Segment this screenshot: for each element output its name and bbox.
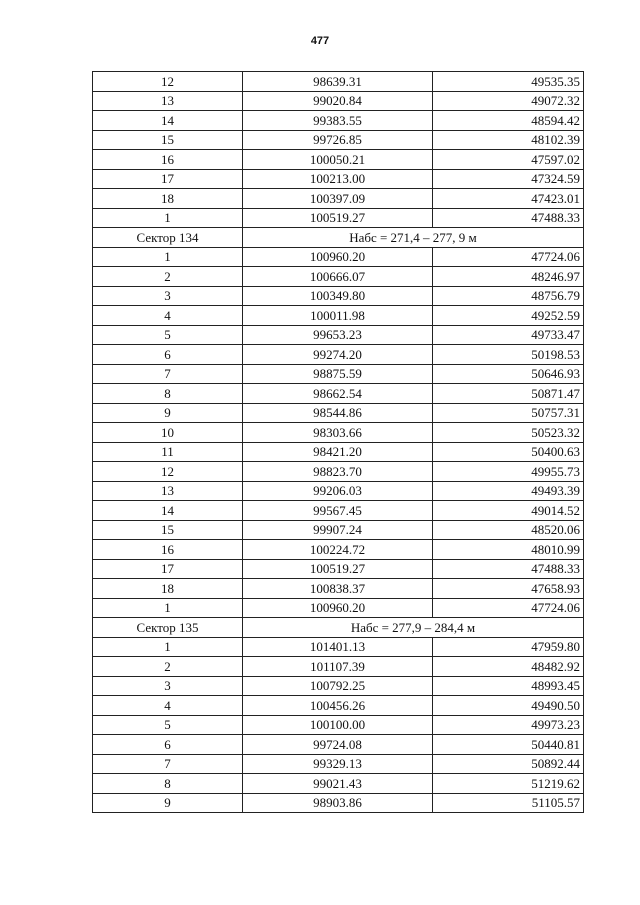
x-coordinate: 100050.21 [243, 150, 433, 170]
table-row [93, 696, 584, 716]
point-number: 15 [93, 130, 243, 150]
table-row [93, 111, 584, 131]
x-coordinate: 98662.54 [243, 384, 433, 404]
x-coordinate: 100838.37 [243, 579, 433, 599]
table-row [93, 325, 584, 345]
x-coordinate: 99206.03 [243, 481, 433, 501]
y-coordinate: 50757.31 [433, 403, 584, 423]
y-coordinate: 47488.33 [433, 559, 584, 579]
x-coordinate: 98303.66 [243, 423, 433, 443]
y-coordinate: 48010.99 [433, 540, 584, 560]
x-coordinate: 100666.07 [243, 267, 433, 287]
table-row [93, 481, 584, 501]
y-coordinate: 49973.23 [433, 715, 584, 735]
sector-header-row [93, 228, 584, 248]
x-coordinate: 99274.20 [243, 345, 433, 365]
table-row [93, 579, 584, 599]
x-coordinate: 100100.00 [243, 715, 433, 735]
x-coordinate: 100349.80 [243, 286, 433, 306]
table-row [93, 559, 584, 579]
table-row [93, 442, 584, 462]
y-coordinate: 48482.92 [433, 657, 584, 677]
table-row [93, 403, 584, 423]
point-number: 7 [93, 364, 243, 384]
sector-header-row [93, 618, 584, 638]
x-coordinate: 99329.13 [243, 754, 433, 774]
y-coordinate: 47488.33 [433, 208, 584, 228]
point-number: 11 [93, 442, 243, 462]
x-coordinate: 100011.98 [243, 306, 433, 326]
y-coordinate: 49733.47 [433, 325, 584, 345]
table-row [93, 735, 584, 755]
x-coordinate: 99567.45 [243, 501, 433, 521]
y-coordinate: 47658.93 [433, 579, 584, 599]
point-number: 1 [93, 208, 243, 228]
point-number: 12 [93, 72, 243, 92]
table-row [93, 150, 584, 170]
x-coordinate: 100960.20 [243, 598, 433, 618]
x-coordinate: 100519.27 [243, 208, 433, 228]
y-coordinate: 48594.42 [433, 111, 584, 131]
point-number: 15 [93, 520, 243, 540]
point-number: 12 [93, 462, 243, 482]
x-coordinate: 100519.27 [243, 559, 433, 579]
point-number: 17 [93, 169, 243, 189]
y-coordinate: 47423.01 [433, 189, 584, 209]
y-coordinate: 50400.63 [433, 442, 584, 462]
point-number: 2 [93, 657, 243, 677]
point-number: 4 [93, 696, 243, 716]
y-coordinate: 47959.80 [433, 637, 584, 657]
point-number: 17 [93, 559, 243, 579]
x-coordinate: 100224.72 [243, 540, 433, 560]
coordinates-table [92, 71, 584, 813]
y-coordinate: 48993.45 [433, 676, 584, 696]
x-coordinate: 98875.59 [243, 364, 433, 384]
table-row [93, 306, 584, 326]
point-number: 6 [93, 735, 243, 755]
point-number: 13 [93, 91, 243, 111]
y-coordinate: 48102.39 [433, 130, 584, 150]
elevation-range: Набс = 277,9 – 284,4 м [243, 618, 584, 638]
table-row [93, 72, 584, 92]
x-coordinate: 99021.43 [243, 774, 433, 794]
point-number: 10 [93, 423, 243, 443]
table-row [93, 520, 584, 540]
coordinates-table-body [93, 72, 584, 813]
y-coordinate: 47597.02 [433, 150, 584, 170]
point-number: 18 [93, 189, 243, 209]
x-coordinate: 99020.84 [243, 91, 433, 111]
table-row [93, 345, 584, 365]
x-coordinate: 100792.25 [243, 676, 433, 696]
table-row [93, 715, 584, 735]
point-number: 8 [93, 774, 243, 794]
point-number: 9 [93, 793, 243, 813]
table-row [93, 754, 584, 774]
point-number: 5 [93, 715, 243, 735]
elevation-range: Набс = 271,4 – 277, 9 м [243, 228, 584, 248]
y-coordinate: 50892.44 [433, 754, 584, 774]
table-row [93, 130, 584, 150]
y-coordinate: 49252.59 [433, 306, 584, 326]
x-coordinate: 99724.08 [243, 735, 433, 755]
x-coordinate: 100213.00 [243, 169, 433, 189]
point-number: 1 [93, 247, 243, 267]
table-row [93, 598, 584, 618]
table-row [93, 208, 584, 228]
y-coordinate: 49955.73 [433, 462, 584, 482]
y-coordinate: 50646.93 [433, 364, 584, 384]
y-coordinate: 51219.62 [433, 774, 584, 794]
point-number: 2 [93, 267, 243, 287]
point-number: 16 [93, 150, 243, 170]
y-coordinate: 50198.53 [433, 345, 584, 365]
table-row [93, 286, 584, 306]
sector-label: Сектор 135 [93, 618, 243, 638]
table-row [93, 189, 584, 209]
table-row [93, 793, 584, 813]
point-number: 4 [93, 306, 243, 326]
sector-label: Сектор 134 [93, 228, 243, 248]
point-number: 3 [93, 286, 243, 306]
x-coordinate: 101401.13 [243, 637, 433, 657]
x-coordinate: 98903.86 [243, 793, 433, 813]
x-coordinate: 100397.09 [243, 189, 433, 209]
y-coordinate: 48756.79 [433, 286, 584, 306]
x-coordinate: 100960.20 [243, 247, 433, 267]
y-coordinate: 48520.06 [433, 520, 584, 540]
x-coordinate: 99907.24 [243, 520, 433, 540]
point-number: 5 [93, 325, 243, 345]
point-number: 16 [93, 540, 243, 560]
x-coordinate: 101107.39 [243, 657, 433, 677]
x-coordinate: 98421.20 [243, 442, 433, 462]
table-row [93, 91, 584, 111]
point-number: 1 [93, 598, 243, 618]
y-coordinate: 50440.81 [433, 735, 584, 755]
y-coordinate: 50871.47 [433, 384, 584, 404]
point-number: 14 [93, 501, 243, 521]
point-number: 18 [93, 579, 243, 599]
table-row [93, 247, 584, 267]
y-coordinate: 51105.57 [433, 793, 584, 813]
y-coordinate: 49072.32 [433, 91, 584, 111]
x-coordinate: 98544.86 [243, 403, 433, 423]
table-row [93, 501, 584, 521]
x-coordinate: 99653.23 [243, 325, 433, 345]
y-coordinate: 47724.06 [433, 598, 584, 618]
table-row [93, 169, 584, 189]
point-number: 7 [93, 754, 243, 774]
x-coordinate: 99383.55 [243, 111, 433, 131]
point-number: 3 [93, 676, 243, 696]
table-row [93, 462, 584, 482]
x-coordinate: 98639.31 [243, 72, 433, 92]
table-row [93, 540, 584, 560]
y-coordinate: 47724.06 [433, 247, 584, 267]
point-number: 8 [93, 384, 243, 404]
y-coordinate: 50523.32 [433, 423, 584, 443]
y-coordinate: 49014.52 [433, 501, 584, 521]
table-row [93, 657, 584, 677]
table-row [93, 637, 584, 657]
y-coordinate: 49535.35 [433, 72, 584, 92]
x-coordinate: 98823.70 [243, 462, 433, 482]
y-coordinate: 49493.39 [433, 481, 584, 501]
table-row [93, 267, 584, 287]
point-number: 13 [93, 481, 243, 501]
x-coordinate: 99726.85 [243, 130, 433, 150]
table-row [93, 676, 584, 696]
point-number: 9 [93, 403, 243, 423]
table-row [93, 423, 584, 443]
y-coordinate: 47324.59 [433, 169, 584, 189]
x-coordinate: 100456.26 [243, 696, 433, 716]
table-row [93, 364, 584, 384]
point-number: 1 [93, 637, 243, 657]
table-row [93, 384, 584, 404]
y-coordinate: 48246.97 [433, 267, 584, 287]
point-number: 14 [93, 111, 243, 131]
y-coordinate: 49490.50 [433, 696, 584, 716]
table-row [93, 774, 584, 794]
page-number: 477 [310, 35, 330, 47]
point-number: 6 [93, 345, 243, 365]
